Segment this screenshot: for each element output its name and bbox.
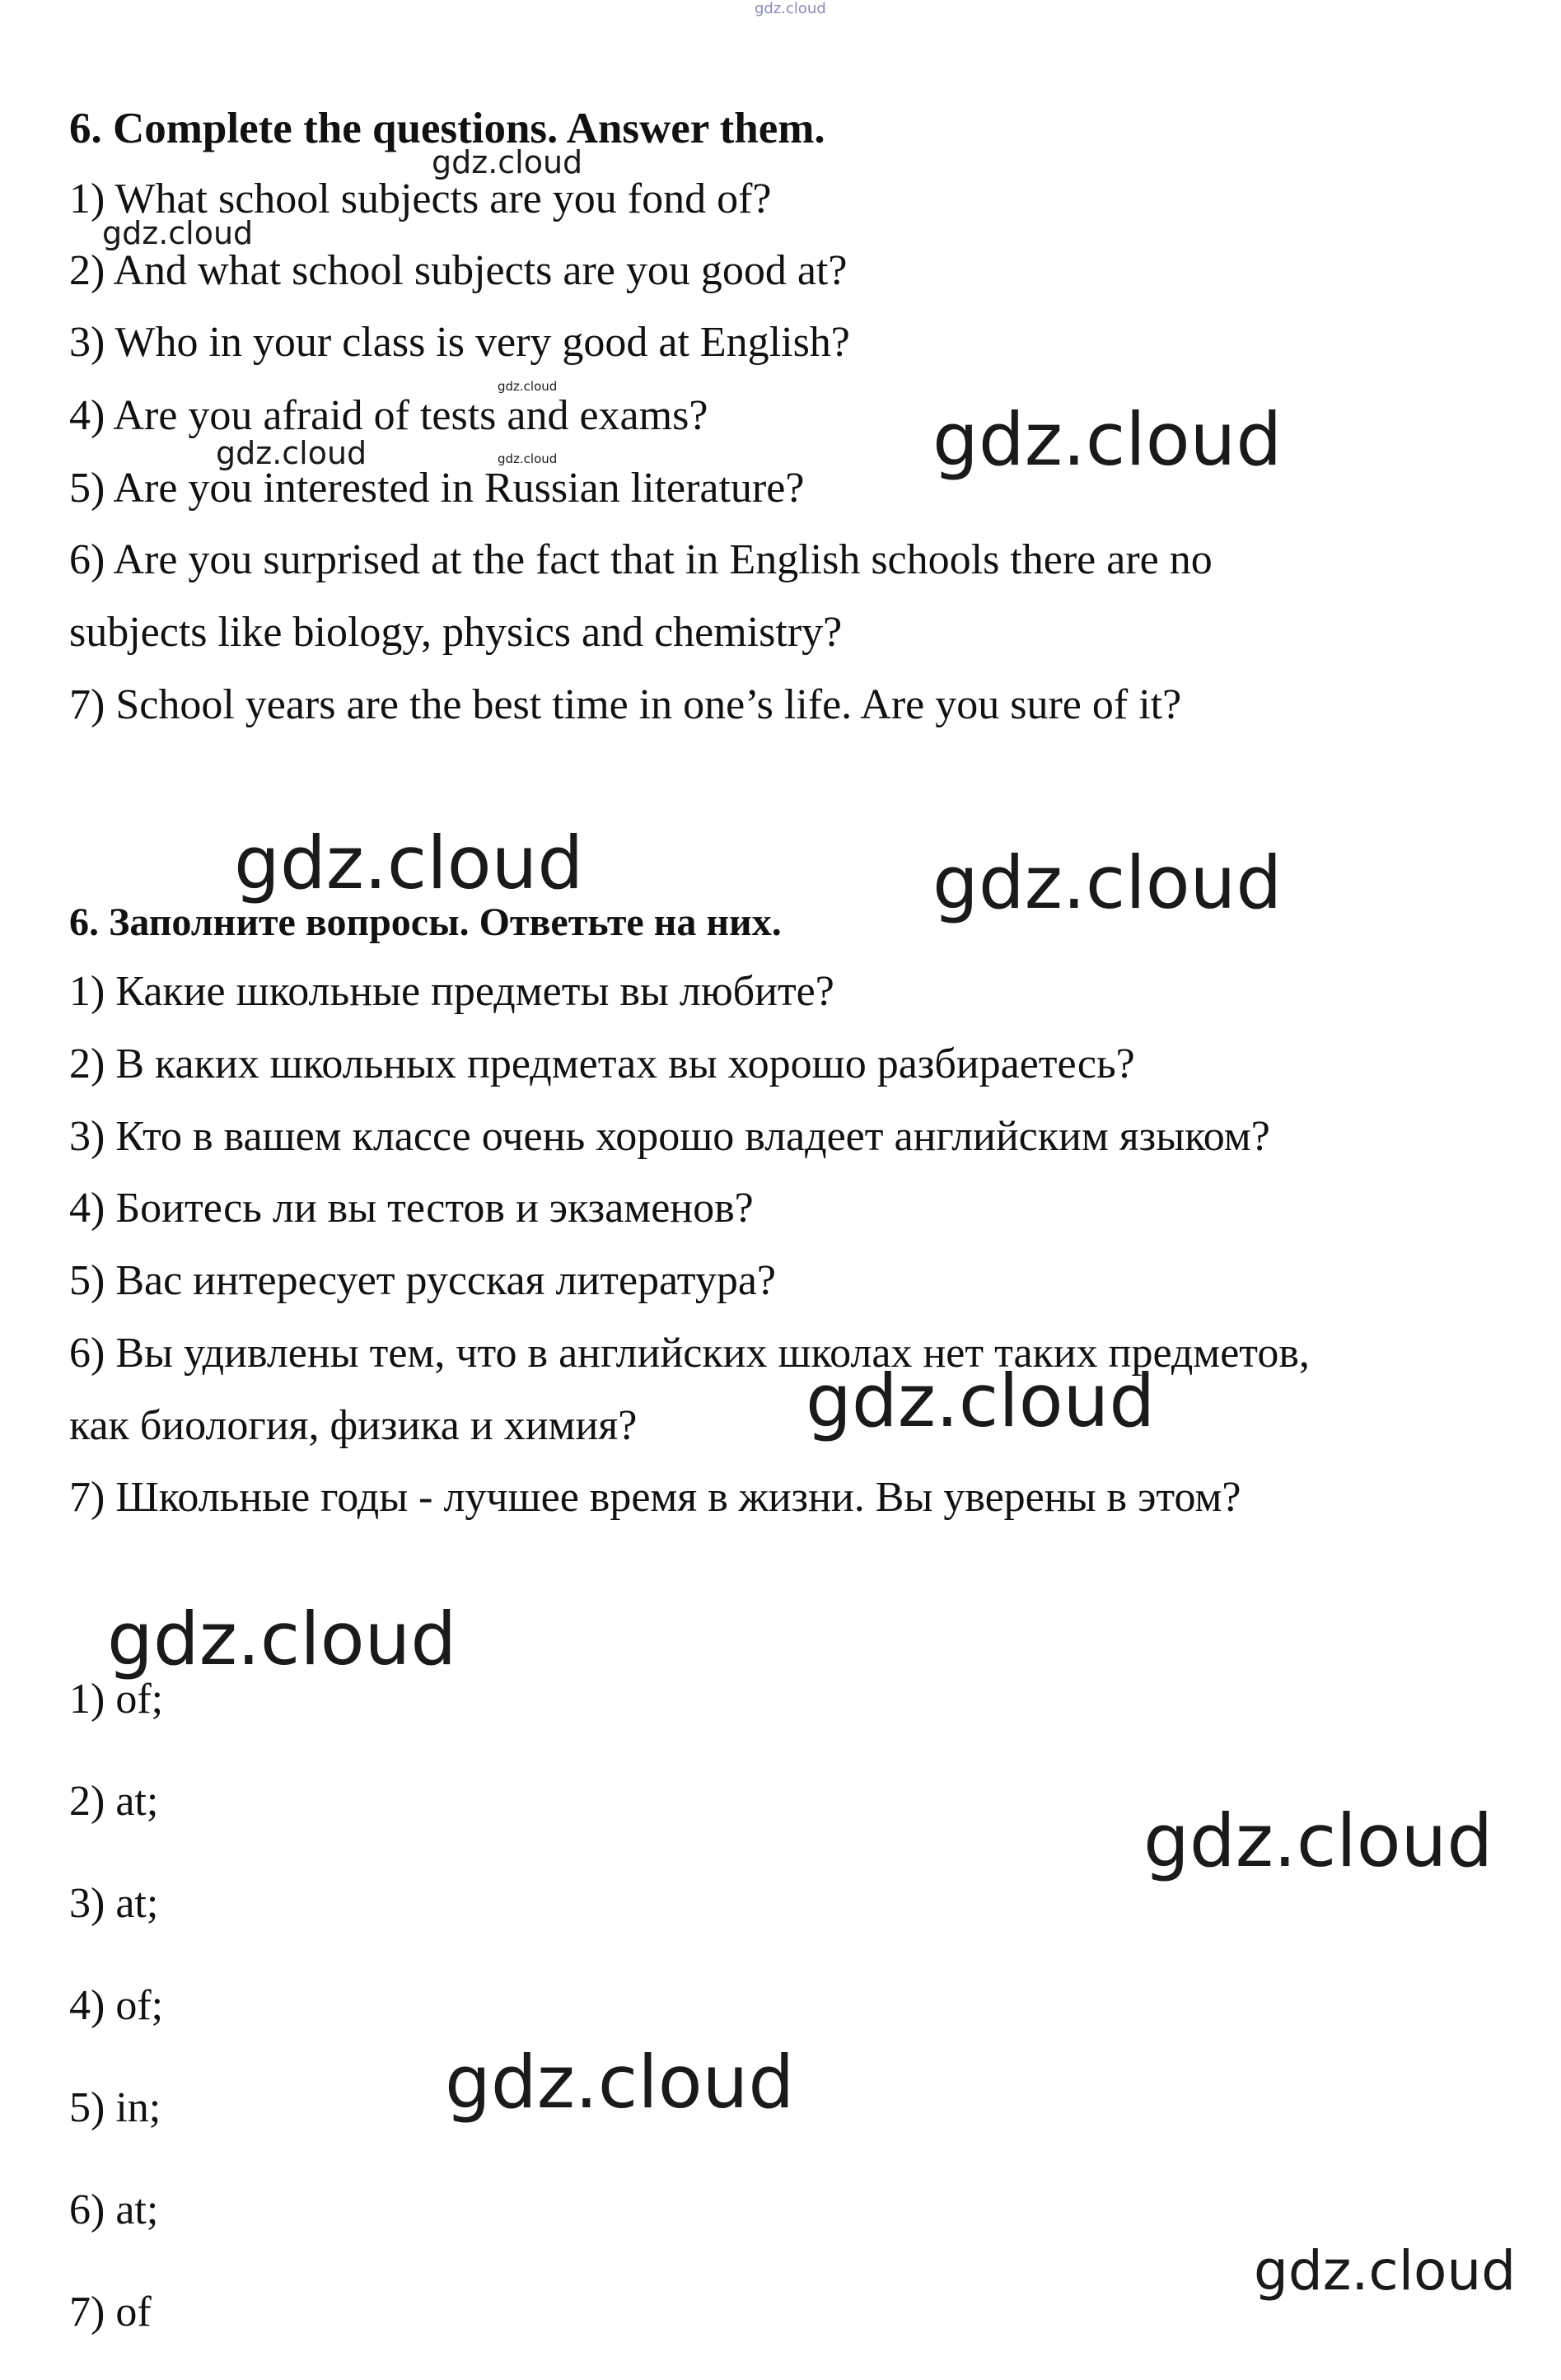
watermark-text: gdz.cloud (932, 840, 1283, 925)
russian-question-6-continued: как биология, физика и химия? (69, 1402, 638, 1449)
english-question-6-continued: subjects like biology, physics and chemistry? (69, 609, 843, 656)
answer-2: 2) at; (69, 1778, 159, 1825)
russian-question-1: 1) Какие школьные предметы вы любите? (69, 968, 834, 1015)
answer-1: 1) of; (69, 1676, 164, 1723)
english-question-6: 6) Are you surprised at the fact that in English schools there are no (69, 536, 1213, 583)
watermark-text: gdz.cloud (755, 0, 826, 17)
russian-heading: 6. Заполните вопросы. Ответьте на них. (69, 900, 782, 944)
russian-question-7: 7) Школьные годы - лучшее время в жизни. Вы уверены в этом? (69, 1474, 1241, 1521)
watermark-text: gdz.cloud (445, 2040, 795, 2125)
answer-3: 3) at; (69, 1880, 159, 1927)
watermark-text: gdz.cloud (234, 821, 584, 905)
watermark-text: gdz.cloud (932, 397, 1283, 482)
watermark-text: gdz.cloud (432, 144, 583, 180)
russian-question-2: 2) В каких школьных предметах вы хорошо разбираетесь? (69, 1040, 1135, 1087)
answer-5: 5) in; (69, 2084, 161, 2131)
watermark-text: gdz.cloud (102, 215, 254, 251)
english-heading: 6. Complete the questions. Answer them. (69, 105, 825, 152)
watermark-text: gdz.cloud (107, 1597, 457, 1681)
russian-question-6: 6) Вы удивлены тем, что в английских школах нет таких предметов, (69, 1330, 1310, 1377)
watermark-text: gdz.cloud (1254, 2239, 1517, 2303)
english-question-4: 4) Are you afraid of tests and exams? (69, 392, 708, 439)
russian-question-5: 5) Вас интересует русская литература? (69, 1257, 776, 1304)
english-question-2: 2) And what school subjects are you good at? (69, 247, 848, 294)
russian-question-3: 3) Кто в вашем классе очень хорошо владеет английским языком? (69, 1113, 1270, 1160)
watermark-text: gdz.cloud (806, 1358, 1156, 1443)
answer-6: 6) at; (69, 2186, 159, 2233)
english-question-5: 5) Are you interested in Russian literature? (69, 465, 805, 512)
english-question-3: 3) Who in your class is very good at English? (69, 319, 850, 366)
answer-4: 4) of; (69, 1982, 164, 2029)
watermark-text: gdz.cloud (216, 435, 367, 471)
watermark-text: gdz.cloud (498, 379, 558, 394)
russian-question-4: 4) Боитесь ли вы тестов и экзаменов? (69, 1185, 754, 1232)
watermark-text: gdz.cloud (1143, 1798, 1493, 1883)
english-question-1: 1) What school subjects are you fond of? (69, 175, 772, 222)
english-question-7: 7) School years are the best time in one’s life. Are you sure of it? (69, 681, 1182, 728)
answer-7: 7) of (69, 2289, 152, 2336)
watermark-text: gdz.cloud (498, 451, 558, 466)
